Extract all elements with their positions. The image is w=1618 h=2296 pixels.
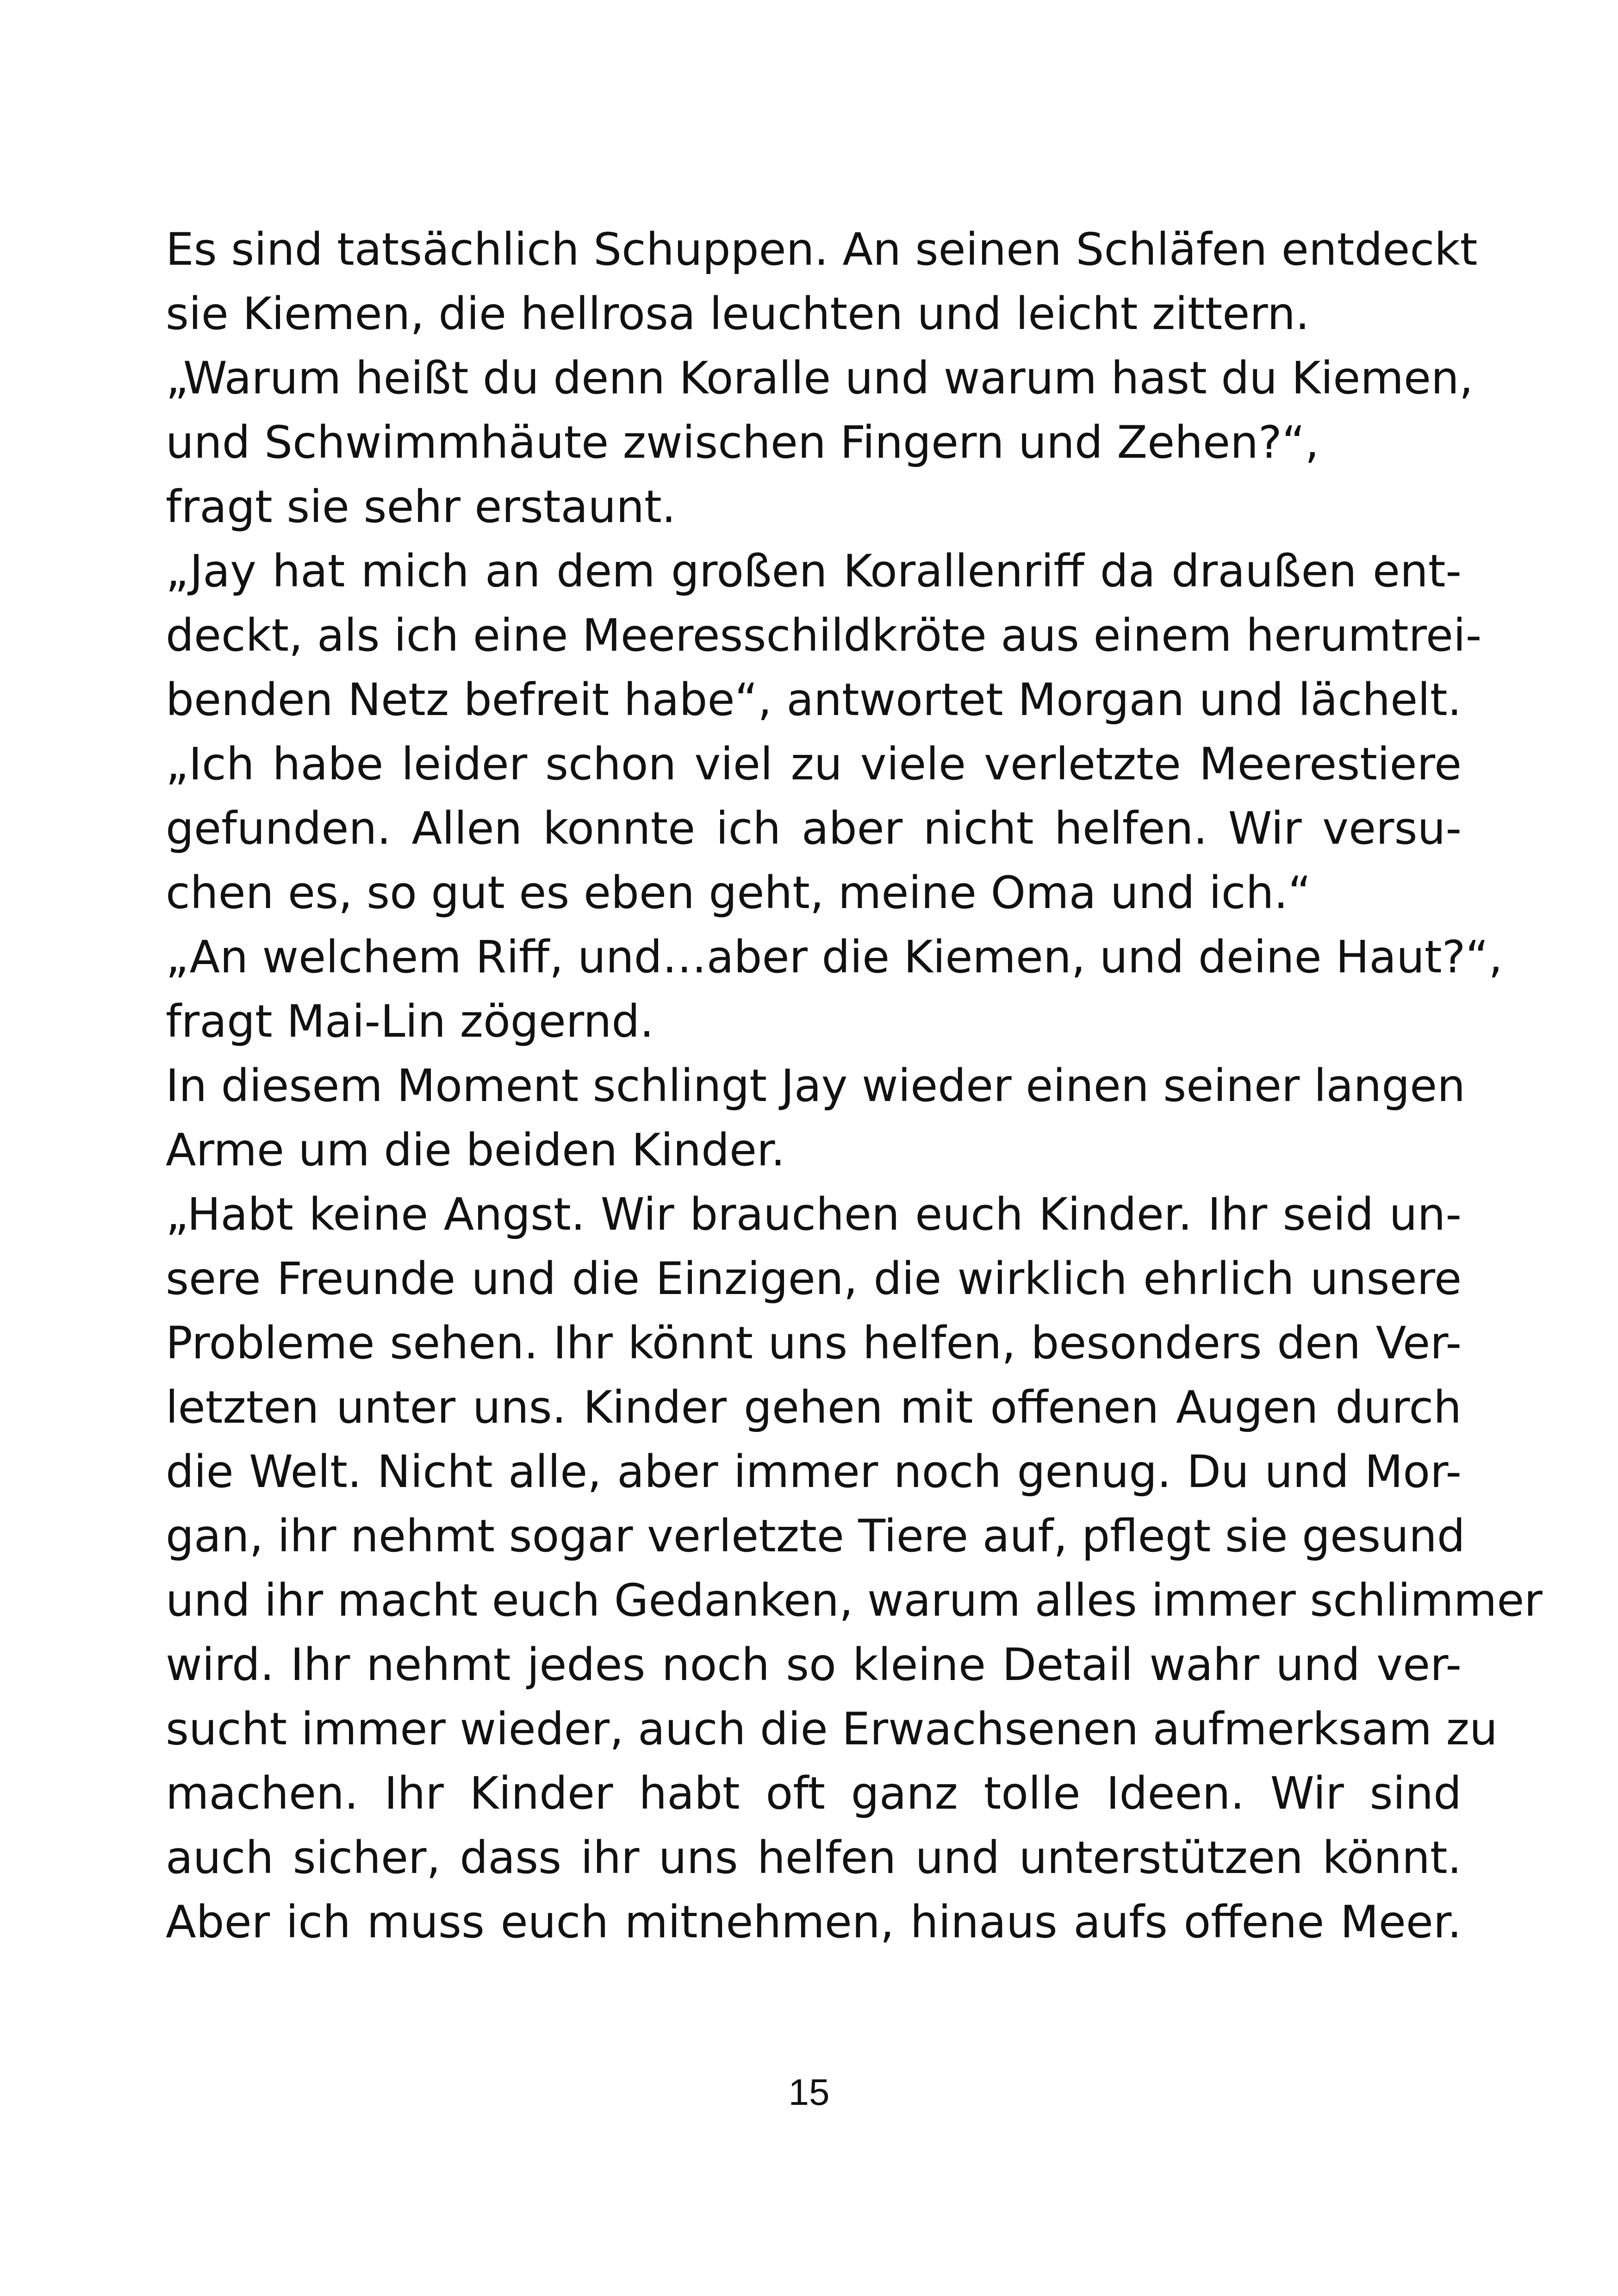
text-line: „Ich habe leider schon viel zu viele verletzte Meerestiere: [166, 738, 1462, 790]
text-line: deckt, als ich eine Meeresschildkröte aus einem herumtrei-: [166, 610, 1482, 661]
text-line: letzten unter uns. Kinder gehen mit offenen Augen durch: [166, 1381, 1462, 1433]
text-line: chen es, so gut es eben geht, meine Oma und ich.“: [166, 867, 1311, 919]
body-text: [166, 218, 1543, 1954]
text-line: Es sind tatsächlich Schuppen. An seinen Schläfen entdeckt: [166, 224, 1478, 275]
text-line: „Habt keine Angst. Wir brauchen euch Kinder. Ihr seid un-: [166, 1188, 1462, 1240]
text-line: „An welchem Riff, und…aber die Kiemen, und deine Haut?“,: [166, 931, 1503, 983]
text-line: gefunden. Allen konnte ich aber nicht helfen. Wir versu-: [166, 803, 1462, 854]
text-line: fragt sie sehr erstaunt.: [166, 481, 676, 533]
text-line: „Jay hat mich an dem großen Korallenriff da draußen ent-: [166, 545, 1462, 597]
text-line: sere Freunde und die Einzigen, die wirklich ehrlich unsere: [166, 1253, 1462, 1305]
page-number: 15: [788, 2072, 830, 2113]
text-line: die Welt. Nicht alle, aber immer noch genug. Du und Mor-: [166, 1446, 1462, 1498]
text-line: sie Kiemen, die hellrosa leuchten und leicht zittern.: [166, 288, 1310, 340]
text-line: Arme um die beiden Kinder.: [166, 1124, 785, 1176]
text-line: Probleme sehen. Ihr könnt uns helfen, besonders den Ver-: [166, 1317, 1462, 1369]
text-line: wird. Ihr nehmt jedes noch so kleine Detail wahr und ver-: [166, 1639, 1462, 1691]
text-line: fragt Mai-Lin zögernd.: [166, 996, 654, 1047]
text-line: „Warum heißt du denn Koralle und warum hast du Kiemen,: [166, 352, 1474, 404]
text-line: und Schwimmhäute zwischen Fingern und Zehen?“,: [166, 417, 1319, 468]
text-line: machen. Ihr Kinder habt oft ganz tolle Ideen. Wir sind: [166, 1767, 1462, 1819]
text-line: Aber ich muss euch mitnehmen, hinaus aufs offene Meer.: [166, 1896, 1462, 1948]
text-line: benden Netz befreit habe“, antwortet Morgan und lächelt.: [166, 674, 1462, 726]
text-line: In diesem Moment schlingt Jay wieder einen seiner langen: [166, 1060, 1466, 1112]
text-line: gan, ihr nehmt sogar verletzte Tiere auf, pflegt sie gesund: [166, 1510, 1465, 1562]
text-line: auch sicher, dass ihr uns helfen und unterstützen könnt.: [166, 1832, 1462, 1884]
text-line: sucht immer wieder, auch die Erwachsenen aufmerksam zu: [166, 1703, 1498, 1755]
text-line: und ihr macht euch Gedanken, warum alles immer schlimmer: [166, 1574, 1543, 1626]
